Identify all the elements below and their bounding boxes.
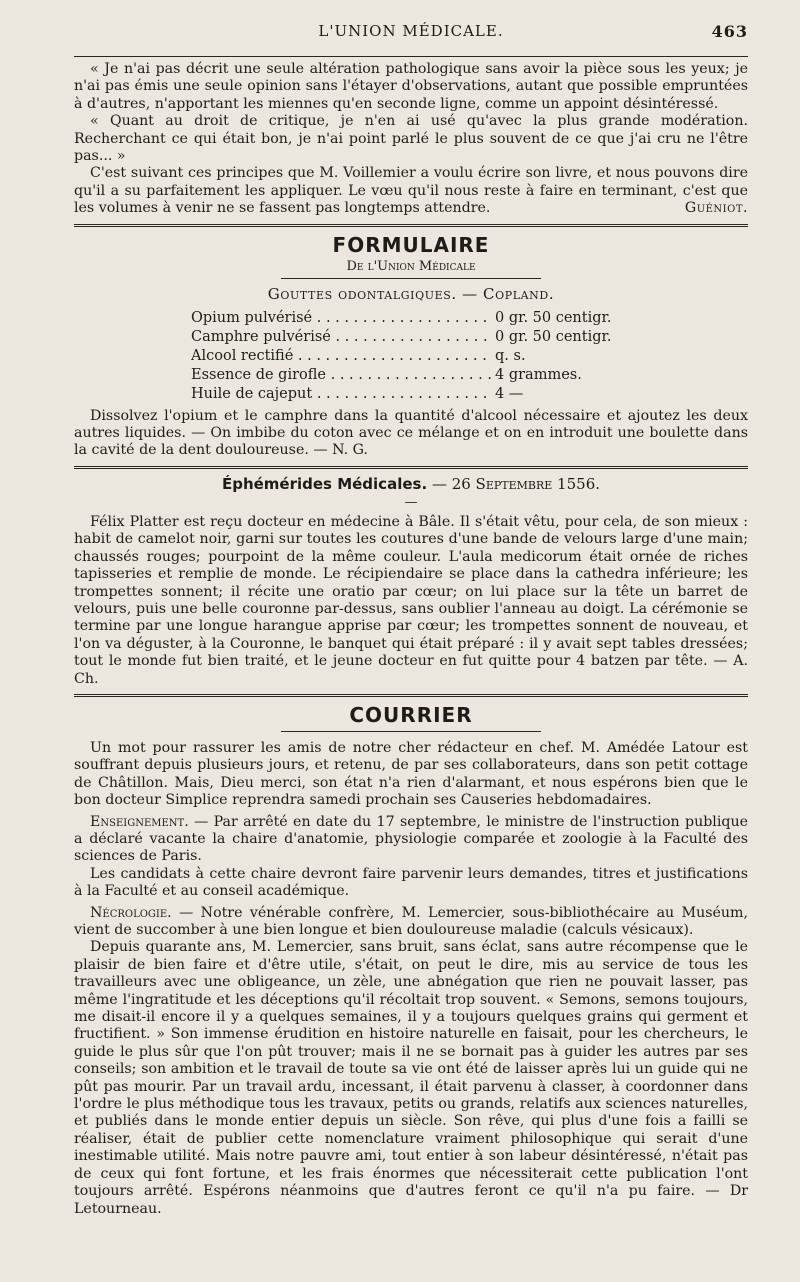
section-divider: [74, 224, 748, 227]
ephemerides-dash: —: [404, 494, 418, 510]
necrologie-text: — Notre vénérable confrère, M. Lemercier, sous-bibliothécaire au Muséum, vient de succomber à une bien longue et bien douloureuse maladie (calculs vésicaux).: [74, 904, 748, 938]
intro-paragraph-1: « Je n'ai pas décrit une seule altération pathologique sans avoir la pièce sous les yeux; je n'ai pas émis une seule opinion sans l'étayer d'observations, autant que possible empruntées à d'autres, n'apportant les miennes qu'en seconde ligne, comme un appoint désintéressé.: [74, 61, 748, 112]
section-divider: [74, 466, 748, 469]
running-head: [74, 22, 748, 52]
ingredient-name: Essence de girofle . . .: [191, 366, 491, 385]
header-rule: [74, 56, 748, 57]
recipe-row: [191, 309, 631, 328]
enseignement-label: Enseignement.: [90, 813, 189, 830]
intro-paragraph-2: « Quant au droit de critique, je n'en ai usé qu'avec la plus grande modération. Recherchant ce qui était bon, je n'ai point parlé le plus souvent de ce que j'ai cru ne l'être pas... »: [74, 113, 748, 165]
intro-paragraph-3: [74, 165, 748, 217]
courrier-necrologie: [74, 905, 748, 940]
ingredient-quantity: 4 grammes.: [495, 366, 582, 383]
courrier-enseignement: [74, 814, 748, 866]
ingredient-quantity: 4 —: [495, 385, 524, 402]
recipe-row: [191, 347, 631, 366]
ingredient-quantity: 0 gr. 50 centigr.: [495, 328, 612, 345]
ephemerides-title: Éphémérides Médicales.: [221, 474, 428, 493]
recipe-title: Gouttes odontalgiques. — Copland.: [267, 284, 555, 303]
ephemerides-date: — 26 Septembre 1556.: [431, 474, 601, 493]
courrier-paragraph-3: Les candidats à cette chaire devront faire parvenir leurs demandes, titres et justifications à la Faculté et au conseil académique.: [74, 865, 748, 900]
formulaire-title: FORMULAIRE: [332, 232, 490, 257]
intro-paragraph-3-text: C'est suivant ces principes que M. Voillemier a voulu écrire son livre, et nous pouvons dire qu'il a su parfaitement les appliquer. Le vœu qu'il nous reste à faire en terminant, c'est que les volumes à venir ne se fassent pas longtemps attendre.: [74, 165, 748, 217]
ingredient-name: Alcool rectifié . . .: [191, 347, 491, 366]
courrier-paragraph-5: Depuis quarante ans, M. Lemercier, sans bruit, sans éclat, sans autre récompense que le plaisir de bien faire et d'être utile, s'était, on peut le dire, mis au service de tous les travailleurs avec une obligeance, un zèle, une abnégation que rien ne pouvait lasser, pas même l'ingratitude et les déceptions qu'il récoltait trop souvent. « Semons, semons toujours, me disait-il encore il y a quelques semaines, il y a toujours quelques grains qui germent et fructifient. » Son immense érudition en histoire naturelle en faisait, pour les chercheurs, le guide le plus sûr que l'on pût trouver; mais il ne se bornait pas à guider les autres par ses conseils; son ambition et le travail de toute sa vie ont été de laisser après lui un guide qui ne pût pas mourir. Par un travail ardu, incessant, il était parvenu à classer, à coordonner dans l'ordre le plus méthodique tous les travaux, petits ou grands, relatifs aux sciences naturelles, et publiés dans le monde entier depuis un siècle. Son rêve, qui plus d'une fois a failli se réaliser, était de publier cette nomenclature vraiment philosophique qui serait d'une inestimable utilité. Mais notre pauvre ami, tout entier à son labeur désintéressé, n'était pas de ceux qui font fortune, et les frais énormes que nécessiterait cette publication l'ont toujours arrêté. Espérons néanmoins que d'autres feront ce qu'il n'a pu faire. — Dr Letourneau.: [74, 939, 748, 1217]
ephemerides-text: Félix Platter est reçu docteur en médecine à Bâle. Il s'était vêtu, pour cela, de son mieux : habit de camelot noir, garni sur toutes les coutures d'une bande de velours large d'une main; chaussés rouges; pourpoint de la même couleur. L'aula medicorum était ornée de riches tapisseries et remplie de monde. Le récipiendaire se place dans la cathedra inférieure; les trompettes sonnent; il récite une oratio par cœur; on lui place sur la tête un barret de velours, puis une belle couronne par-dessus, sans oublier l'anneau au doigt. La cérémonie se termine par une longue harangue apprise par cœur; les trompettes sonnent de nouveau, et l'on va déguster, à la Couronne, le banquet qui était préparé : il y avait sept tables dressées; tout le monde fut bien traité, et le jeune docteur en fut quitte pour 4 batzen par tête. — A. Ch.: [74, 513, 748, 687]
ephemerides-heading: [74, 475, 748, 493]
ingredient-quantity: q. s.: [495, 347, 526, 364]
recipe-row: [191, 385, 631, 404]
formulaire-rule: [281, 278, 541, 279]
recipe-instructions: Dissolvez l'opium et le camphre dans la quantité d'alcool nécessaire et ajoutez les deux autres liquides. — On imbibe du coton avec ce mélange et on en introduit une boulette dans la cavité de la dent douloureuse. — N. G.: [74, 407, 748, 459]
ingredient-quantity: 0 gr. 50 centigr.: [495, 309, 612, 326]
courrier-title: COURRIER: [349, 702, 473, 727]
courrier-rule: [281, 731, 541, 732]
signature-gueniot: Guéniot.: [684, 200, 748, 217]
journal-title: L'UNION MÉDICALE.: [318, 22, 504, 40]
ingredient-name: Huile de cajeput . . .: [191, 385, 491, 404]
ingredient-name: Opium pulvérisé . . .: [191, 309, 491, 328]
enseignement-text: — Par arrêté en date du 17 septembre, le ministre de l'instruction publique a déclaré vacante la chaire d'anatomie, physiologie comparée et zoologie à la Faculté des sciences de Paris.: [74, 813, 748, 865]
recipe-row: [191, 328, 631, 347]
necrologie-label: Nécrologie.: [90, 904, 172, 921]
formulaire-subtitle: De l'Union Médicale: [346, 258, 476, 274]
courrier-paragraph-1: Un mot pour rassurer les amis de notre cher rédacteur en chef. M. Amédée Latour est souffrant depuis plusieurs jours, et retenu, de par ses collaborateurs, dans son petit cottage de Châtillon. Mais, Dieu merci, son état n'a rien d'alarmant, et nous espérons bien que le bon docteur Simplice reprendra samedi prochain ses Causeries hebdomadaires.: [74, 739, 748, 809]
page-number: 463: [711, 22, 748, 41]
ingredient-name: Camphre pulvérisé . . .: [191, 328, 491, 347]
recipe-list: [191, 309, 631, 404]
section-divider: [74, 694, 748, 697]
recipe-row: [191, 366, 631, 385]
